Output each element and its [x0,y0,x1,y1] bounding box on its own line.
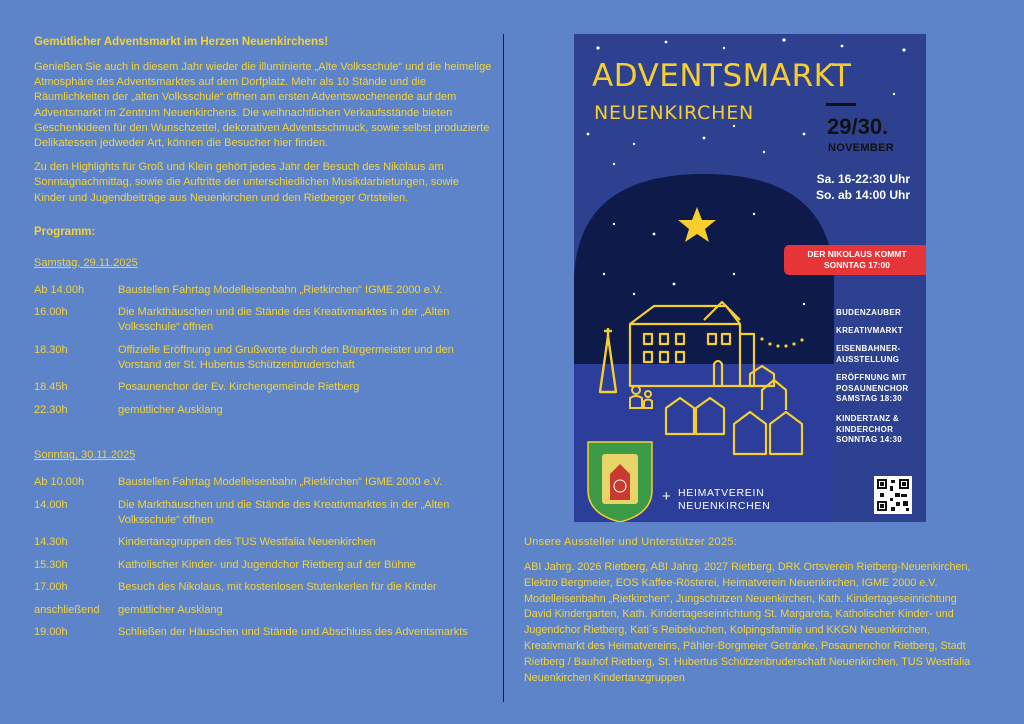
feature-line: KINDERCHOR [836,424,894,434]
schedule-time: Ab 10.00h [34,476,85,489]
schedule-time: Ab 14.00h [34,283,85,296]
poster-title: ADVENTSMARKT [592,58,852,94]
plus-sign: + [662,488,671,505]
schedule-row [34,475,492,490]
headline: Gemütlicher Adventsmarkt im Herzen Neuenkirchens! [34,36,329,48]
feature-line: KREATIVMARKT [836,326,904,335]
schedule-desc: Kindertanzgruppen des TUS Westfalia Neuenkirchen [118,536,376,549]
saturday-schedule [34,283,492,418]
poster-month: NOVEMBER [828,142,894,154]
schedule-row [34,535,492,550]
schedule-time: 14.30h [34,536,68,549]
feature-kindertanz [836,414,902,446]
qr-code-icon [874,476,912,514]
sunday-schedule [34,475,492,640]
feature-line: SONNTAG 14:30 [836,435,902,444]
schedule-desc: Baustellen Fahrtag Modelleisenbahn „Rietkirchen“ IGME 2000 e.V. [118,283,443,296]
feature-line: POSAUNENCHOR [836,383,909,393]
feature-eisenbahn [836,344,901,365]
saturday-title: Samstag, 29.11.2025 [34,256,138,269]
schedule-row [34,380,492,395]
schedule-time: 18.45h [34,381,68,394]
heimatverein-label [678,487,770,513]
column-divider [503,34,504,702]
schedule-desc: Die Markthäuschen und die Stände des Kreativmarktes in der „Alten Volksschule“ öffnen [118,498,450,526]
schedule-desc: gemütlicher Ausklang [118,403,223,416]
schedule-row [34,403,492,418]
feature-kreativmarkt [836,326,903,337]
schedule-time: 14.00h [34,498,68,511]
schedule-time: 19.00h [34,626,68,639]
feature-line: AUSSTELLUNG [836,354,900,364]
schedule-desc: Schließen der Häuschen und Stände und Abschluss des Adventsmarkts [118,626,468,639]
feature-line: BUDENZAUBER [836,308,902,317]
schedule-desc: Besuch des Nikolaus, mit kostenlosen Stutenkerlen für die Kinder [118,581,437,594]
feature-line: ERÖFFNUNG MIT [836,373,907,382]
heimat-line2: NEUENKIRCHEN [678,500,771,512]
time-saturday: Sa. 16-22:30 Uhr [816,172,910,186]
date-bar [826,103,856,106]
schedule-row [34,283,492,298]
schedule-desc: Katholischer Kinder- und Jugendchor Rietberg auf der Bühne [118,558,416,571]
nikolaus-line1: DER NIKOLAUS KOMMT [807,249,907,259]
event-poster [574,34,926,522]
feature-line: SAMSTAG 18:30 [836,394,902,403]
hubertus-emblem-icon [588,442,652,522]
program-title: Programm: [34,225,96,238]
schedule-desc: Die Markthäuschen und die Stände des Kreativmarktes in der „Alten Volksschule“ öffnen [118,306,450,334]
feature-line: EISENBAHNER- [836,344,901,353]
nikolaus-line2: SONNTAG 17:00 [824,260,890,270]
highlights-paragraph: Zu den Highlights für Groß und Klein gehört jedes Jahr der Besuch des Nikolaus am Sonntagnachmittag, sowie die Auftritte der unterschiedlichen Musikdarbietungen, sowie Kinder und Jugendbeiträge aus Neuenkirchen und den Rietberger Ortsteilen. [34,161,459,204]
schedule-row [34,580,492,595]
schedule-time: 22.30h [34,403,68,416]
schedule-row [34,305,492,335]
schedule-desc: Baustellen Fahrtag Modelleisenbahn „Rietkirchen“ IGME 2000 e.V. [118,476,443,489]
feature-budenzauber [836,308,901,319]
time-sunday: So. ab 14:00 Uhr [815,188,910,202]
feature-line: KINDERTANZ & [836,414,900,423]
poster-date: 29/30. [827,114,889,139]
feature-eroeffnung [836,373,909,405]
schedule-row [34,603,492,618]
heimat-line1: HEIMATVEREIN [678,487,765,499]
schedule-desc: Posaunenchor der Ev. Kirchengemeinde Rietberg [118,381,360,394]
schedule-row [34,343,492,373]
poster-subtitle: NEUENKIRCHEN [594,102,755,124]
nikolaus-badge [784,245,926,275]
schedule-row [34,625,492,640]
sunday-title: Sonntag, 30.11.2025 [34,449,136,462]
schedule-desc: gemütlicher Ausklang [118,603,223,616]
schedule-row [34,558,492,573]
schedule-time: anschließend [34,603,100,616]
sponsors-list: ABI Jahrg. 2026 Rietberg, ABI Jahrg. 2027 Rietberg, DRK Ortsverein Rietberg-Neuenkirchen, Elektro Bergmeier, EOS Kaffee-Rösterei, Heimatverein Neuenkirchen, IGME 2000 e.V. Modelleisenbahn „Rietkirchen“, Jungschützen Neuenkirchen, Kath. Kindertageseinrichtung David Kindergarten, Kath. Kindertageseinrichtung St. Margareta, Katholischer Kinder- und Jugendchor Rietberg, Kati´s Reibekuchen, Kolpingsfamilie und KKGN Neuenkirchen, Kreativmarkt des Heimatvereins, Pähler-Borgmeier Getränke, Posaunenchor Rietberg, Stadt Rietberg / Bauhof Rietberg, St. Hubertus Schützenbruderschaft Neuenkirchen, TUS Westfalia Neuenkirchen Kindertanzgruppen [524,561,971,684]
schedule-desc: Offizielle Eröffnung und Grußworte durch den Bürgermeister und den Vorstand der St. Hubertus Schützenbruderschaft [118,343,454,371]
schedule-time: 16.00h [34,306,68,319]
schedule-time: 17.00h [34,581,68,594]
intro-paragraph: Genießen Sie auch in diesem Jahr wieder die illuminierte „Alte Volksschule“ und die heimelige Atmosphäre des Adventsmarktes auf dem Dorfplatz. Mehr als 10 Stände und die Räumlichkeiten der „alten Volksschule“ öffnen am ersten Adventswochenende auf dem Adventsmarkt im Zentrum Neuenkirchens. Die weihnachtlichen Verkaufsstände bieten Geschenkideen für den Wunschzettel, dekorativen Adventsschmuck, sowie selbst produzierte Delikatessen jedweder Art, können die Besucher hier finden. [34,61,492,150]
sponsors-title: Unsere Aussteller und Unterstützer 2025: [524,536,738,548]
program-column [34,36,492,648]
schedule-time: 15.30h [34,558,68,571]
schedule-row [34,498,492,528]
schedule-time: 18.30h [34,343,68,356]
sponsors-section [524,536,972,686]
